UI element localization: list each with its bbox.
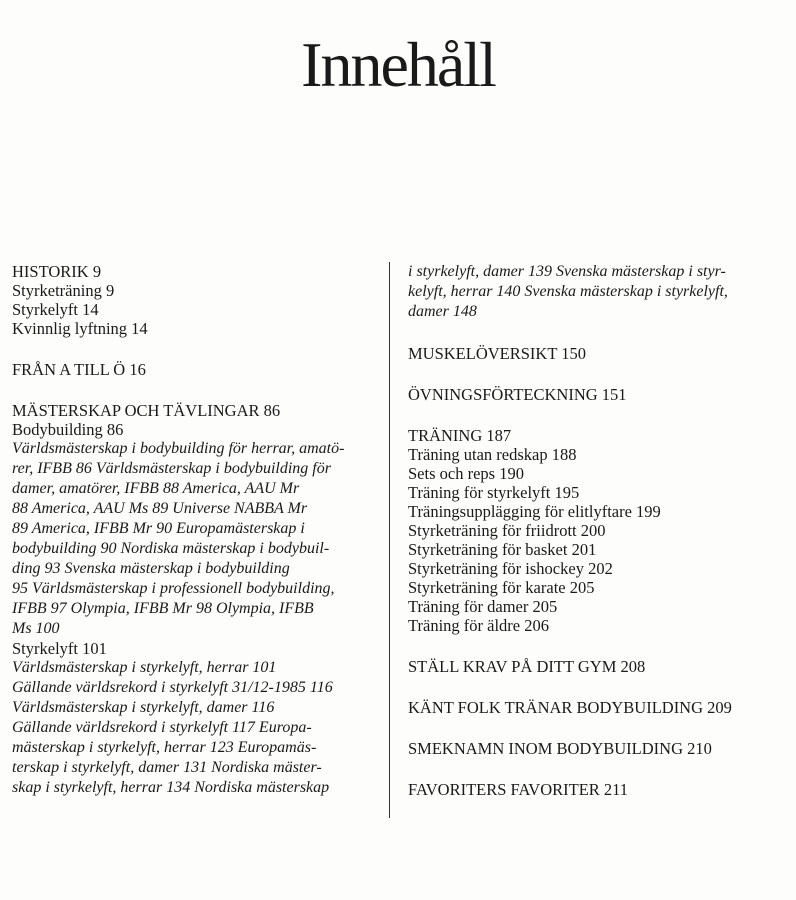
section-heading-stall-krav: STÄLL KRAV PÅ DITT GYM 208 xyxy=(408,657,646,676)
toc-entry-styrkelyft: Styrkelyft 101 xyxy=(12,639,107,658)
toc-entry: Sets och reps 190 xyxy=(408,464,524,483)
page-title: Innehåll xyxy=(301,29,495,100)
section-heading-historik: HISTORIK 9 xyxy=(12,262,102,281)
toc-detail-line: 88 America, AAU Ms 89 Universe NABBA Mr xyxy=(12,500,308,517)
toc-detail-line: mästerskap i styrkelyft, herrar 123 Europamäs- xyxy=(12,739,317,756)
toc-entry: Styrketräning för karate 205 xyxy=(408,578,595,597)
toc-entry: Träning för äldre 206 xyxy=(408,616,549,635)
toc-detail-line: ding 93 Svenska mästerskap i bodybuilding xyxy=(12,560,290,577)
toc-detail-line: Världsmästerskap i bodybuilding för herrar, amatö- xyxy=(12,440,345,457)
toc-detail-line: 89 America, IFBB Mr 90 Europamästerskap i xyxy=(12,520,305,537)
section-heading-muskeloversikt: MUSKELÖVERSIKT 150 xyxy=(408,344,586,363)
toc-detail-line: damer 148 xyxy=(408,303,477,320)
toc-entry: Träningsupplägging för elitlyftare 199 xyxy=(408,502,661,521)
section-continued xyxy=(408,262,780,322)
section-fran-a-till-o xyxy=(12,360,382,379)
toc-entry: Kvinnlig lyftning 14 xyxy=(12,319,148,338)
toc-detail-line: 95 Världsmästerskap i professionell bodybuilding, xyxy=(12,580,335,597)
toc-entry: Styrketräning för friidrott 200 xyxy=(408,521,606,540)
section-heading-kant-folk: KÄNT FOLK TRÄNAR BODYBUILDING 209 xyxy=(408,698,732,717)
toc-detail-line: i styrkelyft, damer 139 Svenska mästerskap i styr- xyxy=(408,263,726,280)
toc-detail-line: terskap i styrkelyft, damer 131 Nordiska mäster- xyxy=(12,759,322,776)
right-column xyxy=(408,262,780,799)
toc-entry: Styrketräning 9 xyxy=(12,281,115,300)
column-divider xyxy=(389,262,390,818)
toc-detail-line: Världsmästerskap i styrkelyft, herrar 101 xyxy=(12,659,277,676)
section-historik xyxy=(12,262,382,338)
section-traning xyxy=(408,426,780,635)
toc-entry: Styrketräning för ishockey 202 xyxy=(408,559,613,578)
toc-entry-bodybuilding: Bodybuilding 86 xyxy=(12,420,124,439)
toc-entry: Träning för styrkelyft 195 xyxy=(408,483,580,502)
toc-detail-line: Världsmästerskap i styrkelyft, damer 116 xyxy=(12,699,275,716)
toc-entry: Styrkelyft 14 xyxy=(12,300,99,319)
section-heading-smeknamn: SMEKNAMN INOM BODYBUILDING 210 xyxy=(408,739,712,758)
section-heading-fran-a-till-o: FRÅN A TILL Ö 16 xyxy=(12,360,146,379)
toc-detail-line: rer, IFBB 86 Världsmästerskap i bodybuilding för xyxy=(12,460,331,477)
toc-entry: Träning utan redskap 188 xyxy=(408,445,577,464)
toc-detail-line: IFBB 97 Olympia, IFBB Mr 98 Olympia, IFBB xyxy=(12,600,314,617)
section-heading-masterskap: MÄSTERSKAP OCH TÄVLINGAR 86 xyxy=(12,401,281,420)
section-heading-traning: TRÄNING 187 xyxy=(408,426,512,445)
toc-detail-line: kelyft, herrar 140 Svenska mästerskap i styrkelyft, xyxy=(408,283,728,300)
toc-detail-line: Gällande världsrekord i styrkelyft 31/12-1985 116 xyxy=(12,679,333,696)
section-heading-favoriter: FAVORITERS FAVORITER 211 xyxy=(408,780,629,799)
section-heading-ovningsforteckning: ÖVNINGSFÖRTECKNING 151 xyxy=(408,385,627,404)
toc-detail-line: skap i styrkelyft, herrar 134 Nordiska mästerskap xyxy=(12,779,330,796)
toc-detail-line: damer, amatörer, IFBB 88 America, AAU Mr xyxy=(12,480,300,497)
toc-entry: Styrketräning för basket 201 xyxy=(408,540,597,559)
toc-detail-line: Ms 100 xyxy=(12,620,60,637)
toc-detail-line: bodybuilding 90 Nordiska mästerskap i bodybuil- xyxy=(12,540,330,557)
section-masterskap xyxy=(12,401,382,798)
toc-detail-line: Gällande världsrekord i styrkelyft 117 Europa- xyxy=(12,719,312,736)
left-column xyxy=(12,262,382,798)
toc-entry: Träning för damer 205 xyxy=(408,597,558,616)
